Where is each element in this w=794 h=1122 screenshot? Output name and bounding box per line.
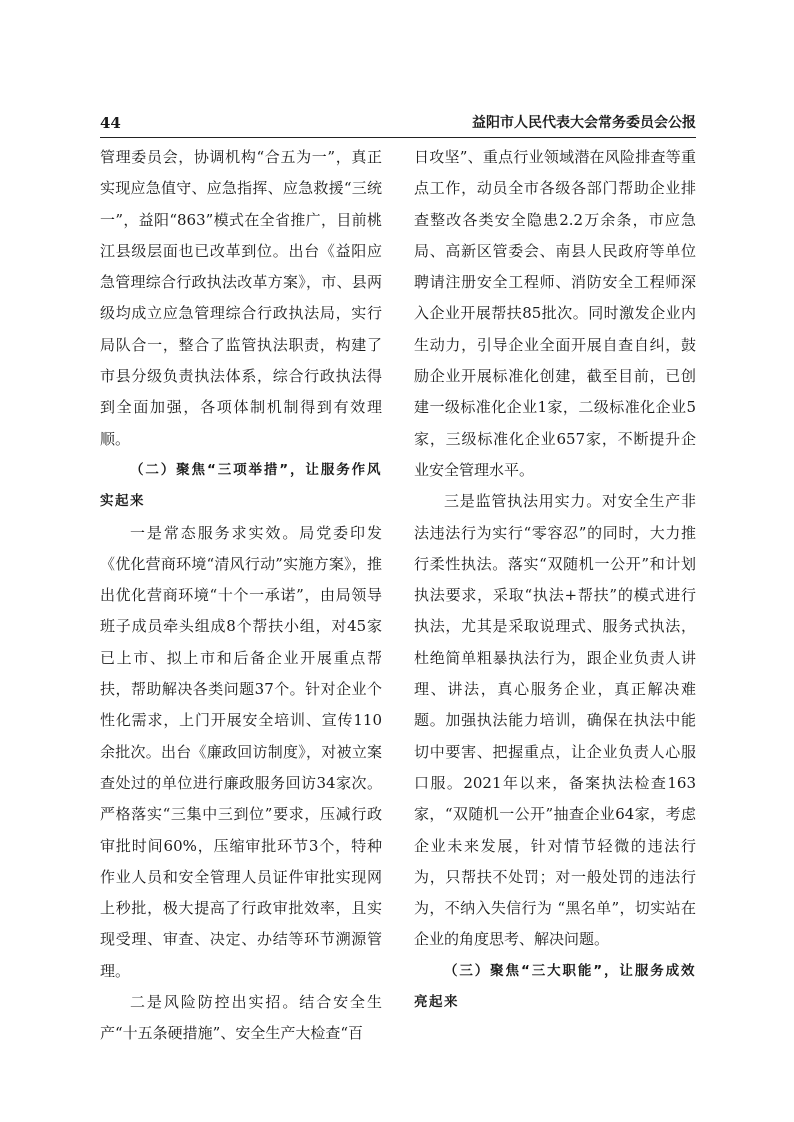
page-number: 44 xyxy=(100,114,121,132)
right-column xyxy=(414,142,696,1018)
section-heading-3: （三）聚焦“三大职能”，让服务成效亮起来 xyxy=(414,962,696,1011)
paragraph-risk-prevention: 二是风险防控出实招。结合安全生产“十五条硬措施”、安全生产大检查“百 xyxy=(100,993,382,1043)
section-heading-2: （二）聚焦“三项举措”，让服务作风实起来 xyxy=(100,461,382,510)
header-rule xyxy=(100,137,696,138)
page-header xyxy=(100,112,696,136)
paragraph-service-effectiveness: 一是常态服务求实效。局党委印发《优化营商环境“清风行动”实施方案》，推出优化营商环境“十个一承诺”，由局领导班子成员牵头组成8个帮扶小组，对45家已上市、拟上市和后备企业开展重点帮扶，帮助解决各类问题37个。针对企业个性化需求，上门开展安全培训、宣传110余批次。出台《廉政回访制度》，对被立案查处过的单位进行廉政服务回访34家次。严格落实“三集中三到位”要求，压减行政审批时间60%，压缩审批环节3个，特种作业人员和安全管理人员证件审批实现网上秒批，极大提高了行政审批效率，且实现受理、审查、决定、办结等环节溯源管理。 xyxy=(100,523,382,980)
paragraph-continued: 管理委员会，协调机构“合五为一”，真正实现应急值守、应急指挥、应急救援“三统一”，益阳“863”模式在全省推广，目前桃江县级层面也已改革到位。出台《益阳应急管理综合行政执法改革方案》，市、县两级均成立应急管理综合行政执法局，实行局队合一，整合了监管执法职责，构建了市县分级负责执法体系，综合行政执法得到全面加强，各项体制机制得到有效理顺。 xyxy=(100,148,382,448)
paragraph-enforcement: 三是监管执法用实力。对安全生产非法违法行为实行“零容忍”的同时，大力推行柔性执法。落实“双随机一公开”和计划执法要求，采取“执法+帮扶”的模式进行执法，尤其是采取说理式、服务式执法，杜绝简单粗暴执法行为，跟企业负责人讲理、讲法，真心服务企业，真正解决难题。加强执法能力培训，确保在执法中能切中要害、把握重点，让企业负责人心服口服。2021年以来，备案执法检查163家，“双随机一公开”抽查企业64家，考虑企业未来发展，针对情节轻微的违法行为，只帮扶不处罚；对一般处罚的违法行为，不纳入失信行为 “黑名单”，切实站在企业的角度思考、解决问题。 xyxy=(414,492,696,949)
paragraph-risk-prevention-continued: 日攻坚”、重点行业领域潜在风险排查等重点工作，动员全市各级各部门帮助企业排查整改各类安全隐患2.2万余条，市应急局、高新区管委会、南县人民政府等单位聘请注册安全工程师、消防安全工程师深入企业开展帮扶85批次。同时激发企业内生动力，引导企业全面开展自查自纠，鼓励企业开展标准化创建，截至目前，已创建一级标准化企业1家，二级标准化企业5家，三级标准化企业657家，不断提升企业安全管理水平。 xyxy=(414,148,696,479)
left-column xyxy=(100,142,382,1050)
journal-title: 益阳市人民代表大会常务委员会公报 xyxy=(472,115,696,131)
